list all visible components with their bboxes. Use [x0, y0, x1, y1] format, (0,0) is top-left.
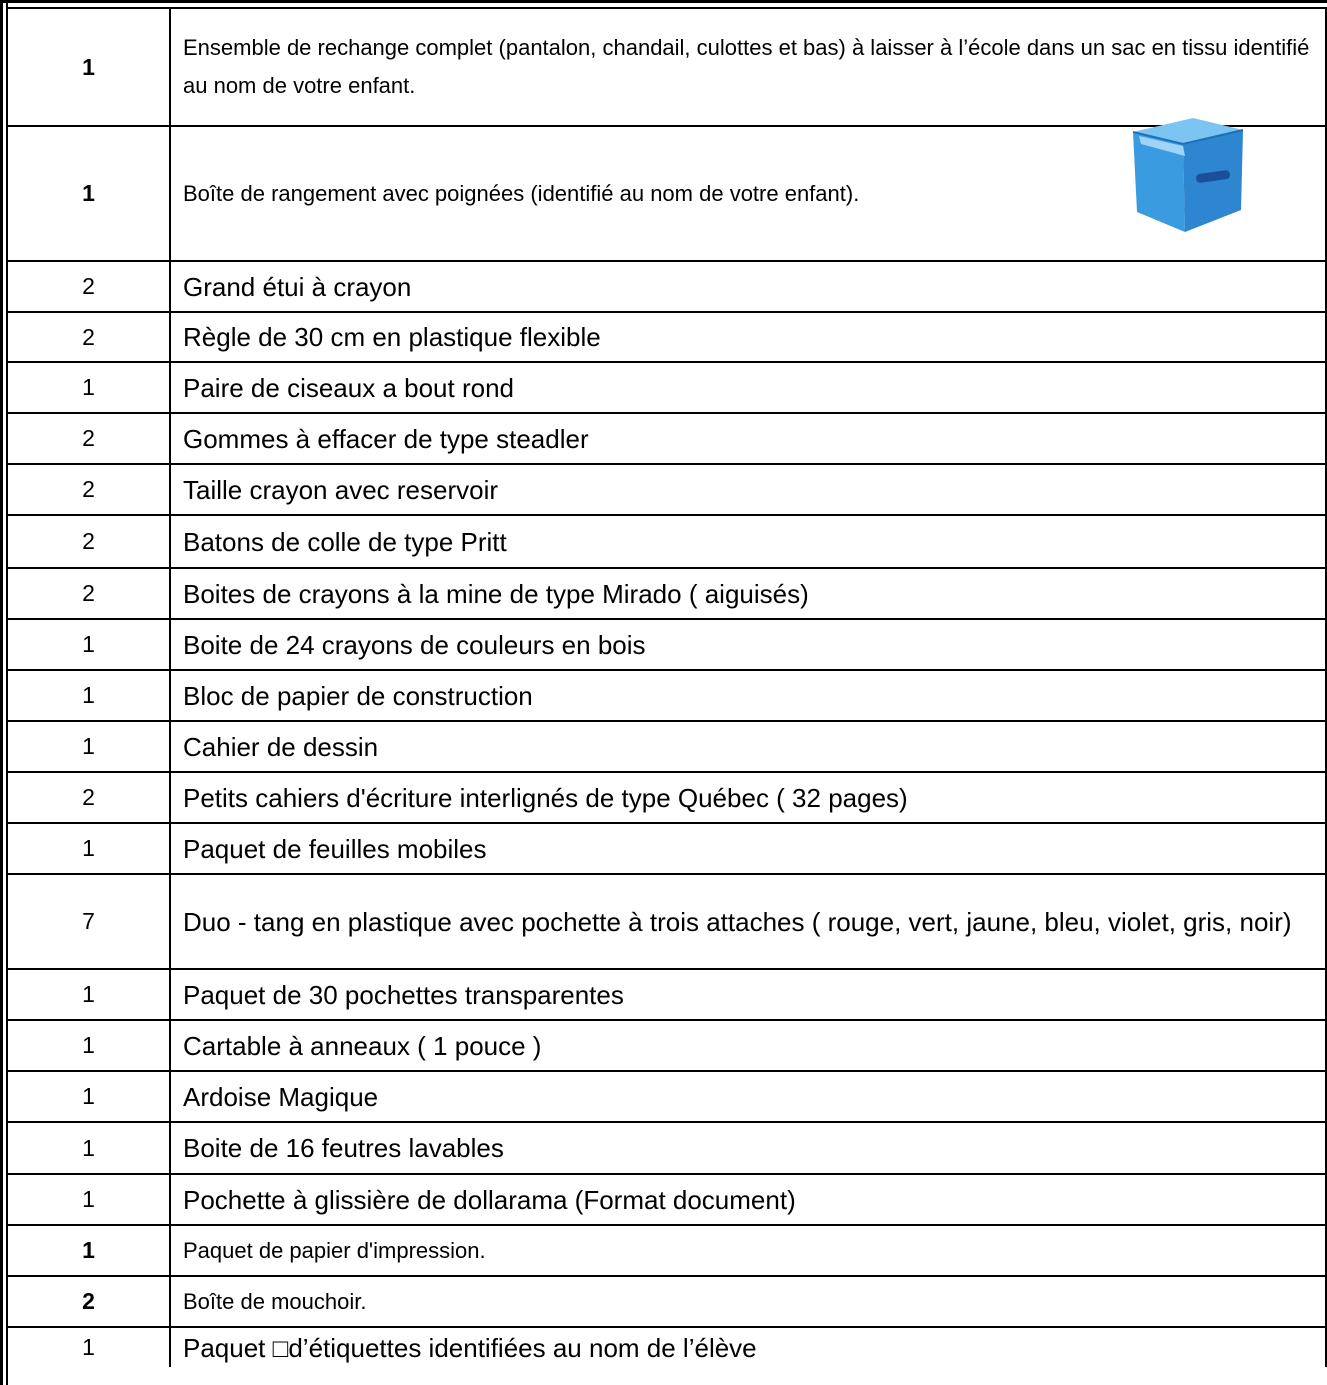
description-cell: Pochette à glissière de dollarama (Format document) [170, 1174, 1326, 1225]
table-row [8, 1071, 1326, 1122]
quantity-cell: 1 [8, 126, 170, 261]
description-cell: Boite de 16 feutres lavables [170, 1122, 1326, 1174]
quantity-cell: 2 [8, 312, 170, 362]
table-row [8, 1225, 1326, 1276]
quantity-cell: 1 [8, 619, 170, 670]
description-cell: Boite de 24 crayons de couleurs en bois [170, 619, 1326, 670]
table-row [8, 413, 1326, 464]
description-cell: Batons de colle de type Pritt [170, 515, 1326, 568]
description-cell: Petits cahiers d'écriture interlignés de type Québec ( 32 pages) [170, 772, 1326, 823]
table-row [8, 1276, 1326, 1327]
description-cell: Paire de ciseaux a bout rond [170, 362, 1326, 413]
quantity-cell: 1 [8, 1122, 170, 1174]
description-cell [170, 9, 1326, 126]
quantity-cell: 7 [8, 874, 170, 969]
table-row [8, 568, 1326, 619]
quantity-cell: 2 [8, 772, 170, 823]
quantity-cell: 2 [8, 568, 170, 619]
quantity-cell: 2 [8, 261, 170, 312]
description-text: Boîte de rangement avec poignées (identifié au nom de votre enfant). [183, 180, 860, 206]
quantity-cell: 1 [8, 1071, 170, 1122]
table-row [8, 1020, 1326, 1071]
table-row [8, 312, 1326, 362]
table-row [8, 969, 1326, 1020]
description-cell: Bloc de papier de construction [170, 670, 1326, 721]
quantity-cell: 1 [8, 1225, 170, 1276]
quantity-cell: 1 [8, 721, 170, 772]
table-row [8, 464, 1326, 515]
table-row [8, 126, 1326, 261]
table-row [8, 772, 1326, 823]
table-row [8, 1122, 1326, 1174]
table-row [8, 261, 1326, 312]
description-cell: Cartable à anneaux ( 1 pouce ) [170, 1020, 1326, 1071]
table-row [8, 515, 1326, 568]
description-cell: Paquet □d’étiquettes identifiées au nom de l’élève [170, 1327, 1326, 1367]
quantity-cell: 1 [8, 823, 170, 874]
table-row [8, 874, 1326, 969]
description-cell: Cahier de dessin [170, 721, 1326, 772]
quantity-cell: 2 [8, 413, 170, 464]
description-cell [170, 126, 1326, 261]
quantity-cell: 1 [8, 9, 170, 126]
description-cell: Règle de 30 cm en plastique flexible [170, 312, 1326, 362]
border-left-outer [0, 0, 3, 1385]
quantity-cell: 1 [8, 1174, 170, 1225]
description-cell: Paquet de feuilles mobiles [170, 823, 1326, 874]
quantity-cell: 2 [8, 464, 170, 515]
table-row [8, 721, 1326, 772]
table-row [8, 619, 1326, 670]
description-cell: Grand étui à crayon [170, 261, 1326, 312]
description-cell: Taille crayon avec reservoir [170, 464, 1326, 515]
description-cell: Paquet de papier d'impression. [170, 1225, 1326, 1276]
quantity-cell: 1 [8, 670, 170, 721]
description-cell: Duo - tang en plastique avec pochette à trois attaches ( rouge, vert, jaune, bleu, violet, gris, noir) [170, 874, 1326, 969]
description-cell: Paquet de 30 pochettes transparentes [170, 969, 1326, 1020]
quantity-cell: 1 [8, 1020, 170, 1071]
table-row [8, 1174, 1326, 1225]
description-cell: Ardoise Magique [170, 1071, 1326, 1122]
description-cell: Gommes à effacer de type steadler [170, 413, 1326, 464]
supply-table [8, 9, 1327, 1367]
quantity-cell: 1 [8, 362, 170, 413]
quantity-cell: 2 [8, 515, 170, 568]
border-top-outer [0, 0, 1327, 3]
quantity-cell: 2 [8, 1276, 170, 1327]
description-text: Ensemble de rechange complet (pantalon, chandail, culottes et bas) à laisser à l’école dans un sac en tissu identifié au nom de votre enfant. [183, 35, 1310, 98]
table-row [8, 823, 1326, 874]
table-row [8, 1327, 1326, 1367]
table-row [8, 362, 1326, 413]
quantity-cell: 1 [8, 969, 170, 1020]
table-row [8, 9, 1326, 126]
quantity-cell: 1 [8, 1327, 170, 1367]
description-cell: Boites de crayons à la mine de type Mirado ( aiguisés) [170, 568, 1326, 619]
table-row [8, 670, 1326, 721]
description-cell: Boîte de mouchoir. [170, 1276, 1326, 1327]
storage-box-icon [1123, 114, 1251, 234]
